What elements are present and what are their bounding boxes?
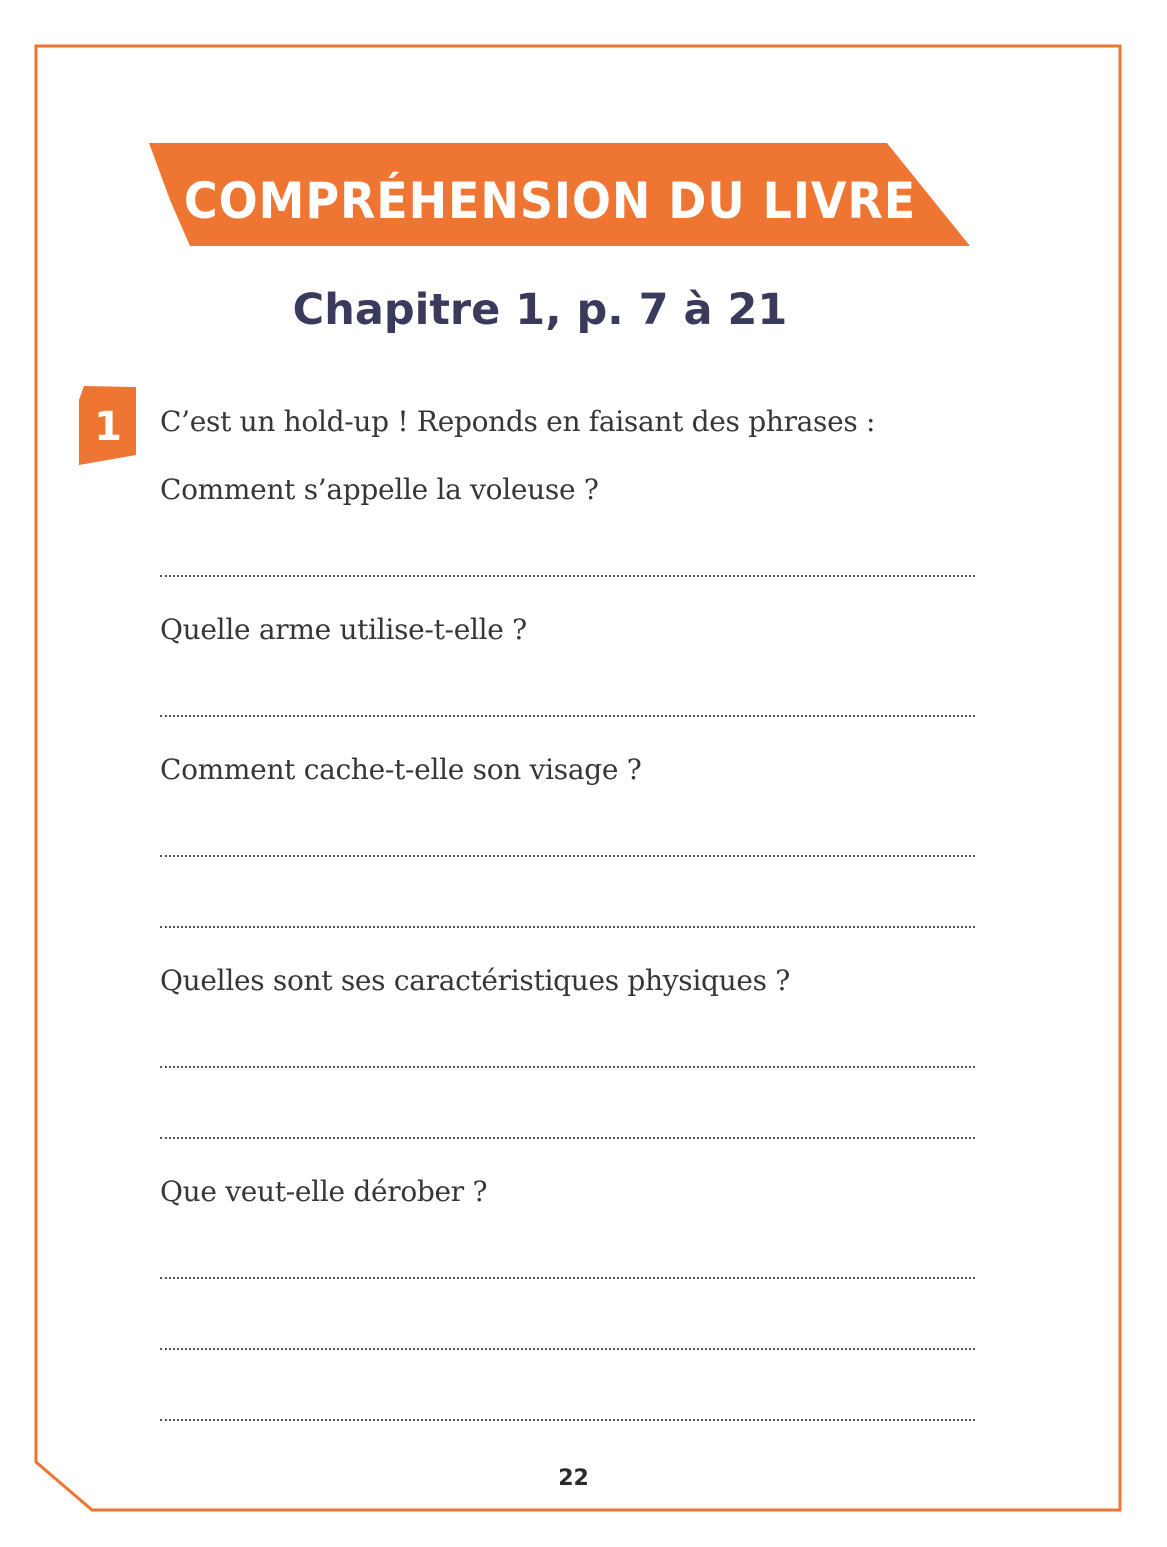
exercise-prompt: C’est un hold-up ! Reponds en faisant des phrases :: [160, 405, 876, 438]
answer-line[interactable]: [160, 1315, 975, 1350]
exercise-block: [160, 405, 975, 1457]
question-group: [160, 473, 975, 577]
chapter-title: Chapitre 1, p. 7 à 21: [292, 285, 788, 335]
question-text: Quelles sont ses caractéristiques physiques ?: [160, 964, 791, 997]
answer-line[interactable]: [160, 1386, 975, 1421]
answer-line[interactable]: [160, 682, 975, 717]
answer-line[interactable]: [160, 1033, 975, 1068]
question-text: Comment cache-t-elle son visage ?: [160, 753, 642, 786]
banner-title: COMPRÉHENSION DU LIVRE: [183, 172, 917, 230]
question-text: Que veut-elle dérober ?: [160, 1175, 488, 1208]
answer-line[interactable]: [160, 542, 975, 577]
answer-line[interactable]: [160, 1244, 975, 1279]
question-number: 1: [94, 404, 122, 450]
question-group: [160, 1175, 975, 1421]
answer-line[interactable]: [160, 1104, 975, 1139]
question-group: [160, 964, 975, 1139]
page-number: 22: [558, 1466, 589, 1491]
question-text: Comment s’appelle la voleuse ?: [160, 473, 599, 506]
question-text: Quelle arme utilise-t-elle ?: [160, 613, 527, 646]
question-group: [160, 613, 975, 717]
answer-line[interactable]: [160, 893, 975, 928]
answer-line[interactable]: [160, 822, 975, 857]
question-group: [160, 753, 975, 928]
